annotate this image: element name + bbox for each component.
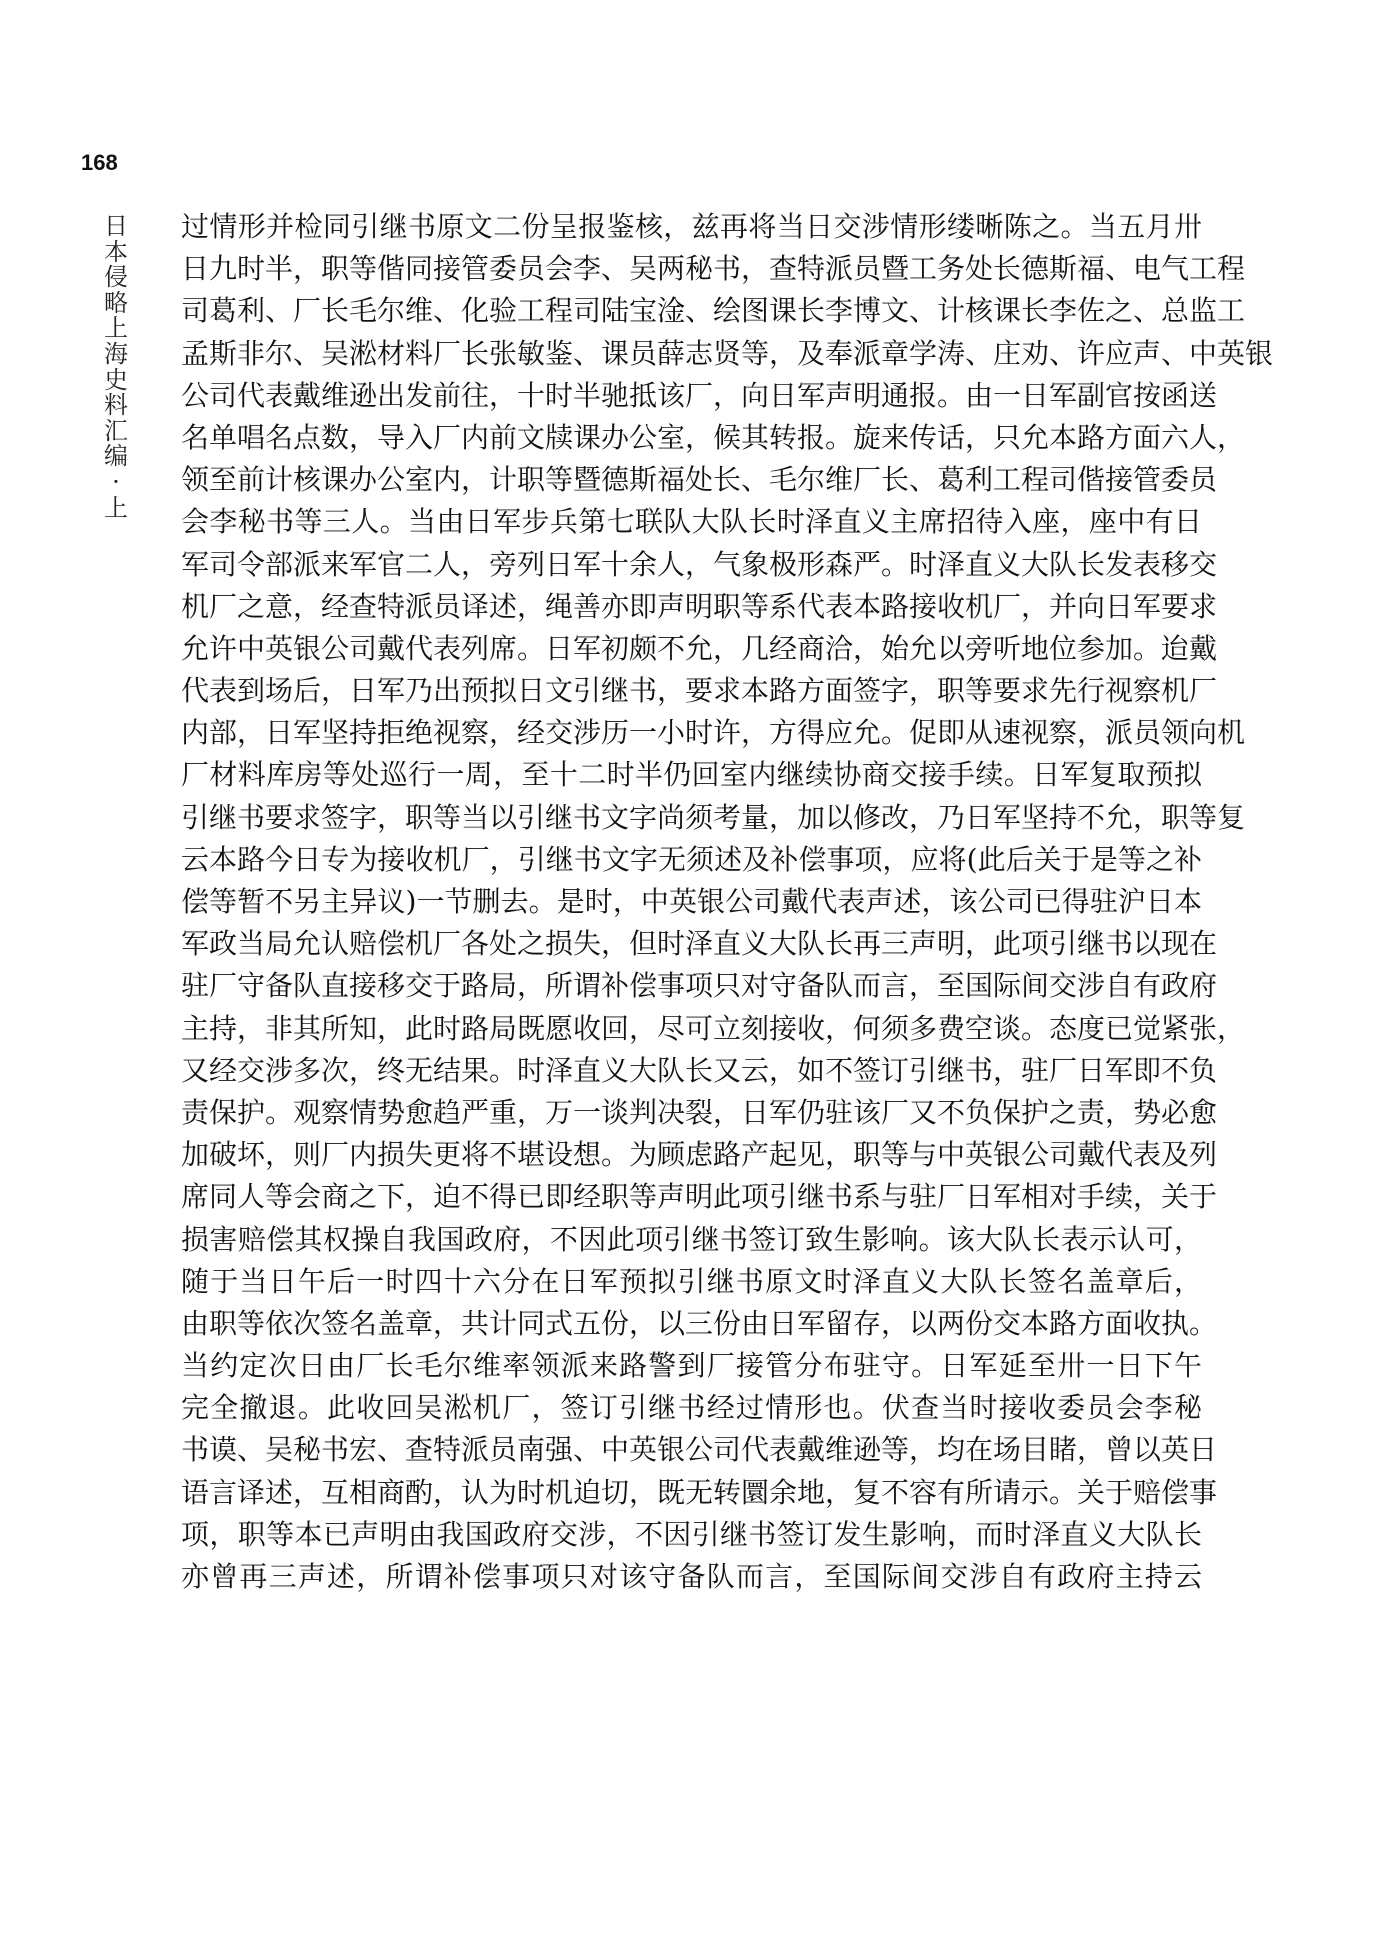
page-number: 168 [81,150,118,175]
body-line: 代表到场后，日军乃出预拟日文引继书，要求本路方面签字，职等要求先行视察机厂 [181,674,1218,708]
body-line: 亦曾再三声述，所谓补偿事项只对该守备队而言，至国际间交涉自有政府主持云 [181,1560,1202,1593]
body-line: 厂材料库房等处巡行一周，至十二时半仍回室内继续协商交接手续。日军复取预拟 [181,758,1202,792]
body-line: 日九时半，职等偕同接管委员会李、吴两秘书，查特派员暨工务处长德斯福、电气工程 [181,252,1246,286]
body-line: 加破坏，则厂内损失更将不堪设想。为顾虑路产起见，职等与中英银公司戴代表及列 [181,1138,1218,1172]
body-line: 名单唱名点数，导入厂内前文牍课办公室，候其转报。旋来传话，只允本路方面六人， [181,420,1246,454]
body-line: 内部，日军坚持拒绝视察，经交涉历一小时许，方得应允。促即从速视察，派员领向机 [181,716,1246,750]
body-line: 军司令部派来军官二人，旁列日军十余人，气象极形森严。时泽直义大队长发表移交 [181,547,1218,581]
body-line: 领至前计核课办公室内，计职等暨德斯福处长、毛尔维厂长、葛利工程司偕接管委员 [181,463,1218,497]
body-line: 孟斯非尔、吴淞材料厂长张敏鉴、课员薛志贤等，及奉派章学涛、庄劝、许应声、中英银 [181,336,1274,370]
body-line: 由职等依次签名盖章，共计同式五份，以三份由日军留存，以两份交本路方面收执。 [181,1306,1218,1340]
body-line: 云本路今日专为接收机厂，引继书文字无须述及补偿事项，应将(此后关于是等之补 [181,842,1202,876]
body-line: 公司代表戴维逊出发前往，十时半驰抵该厂，向日军声明通报。由一日军副官按函送 [181,378,1218,412]
body-line: 偿等暂不另主异议)一节删去。是时，中英银公司戴代表声述，该公司已得驻沪日本 [181,885,1202,918]
body-line: 又经交涉多次，终无结果。时泽直义大队长又云，如不签订引继书，驻厂日军即不负 [181,1053,1218,1087]
body-line: 驻厂守备队直接移交于路局，所谓补偿事项只对守备队而言，至国际间交涉自有政府 [181,969,1218,1003]
body-line: 允许中英银公司戴代表列席。日军初颇不允，几经商洽，始允以旁听地位参加。迨戴 [181,631,1218,665]
body-line: 损害赔偿其权操自我国政府，不因此项引继书签订致生影响。该大队长表示认可， [181,1222,1202,1256]
running-head: 日本侵略上海史料汇编·上 [104,212,128,522]
body-line: 席同人等会商之下，迫不得已即经职等声明此项引继书系与驻厂日军相对手续，关于 [181,1180,1218,1214]
body-line: 主持，非其所知，此时路局既愿收回，尽可立刻接收，何须多费空谈。态度已觉紧张， [181,1011,1246,1045]
body-line: 随于当日午后一时四十六分在日军预拟引继书原文时泽直义大队长签名盖章后， [181,1264,1202,1298]
body-text [181,206,1274,1598]
body-line: 当约定次日由厂长毛尔维率领派来路警到厂接管分布驻守。日军延至卅一日下午 [181,1349,1202,1383]
body-line: 机厂之意，经查特派员译述，绳善亦即声明职等系代表本路接收机厂，并向日军要求 [181,589,1218,623]
body-line: 司葛利、厂长毛尔维、化验工程司陆宝淦、绘图课长李博文、计核课长李佐之、总监工 [181,294,1246,328]
body-line: 书谟、吴秘书宏、查特派员南强、中英银公司代表戴维逊等，均在场目睹，曾以英日 [181,1433,1218,1467]
body-line: 引继书要求签字，职等当以引继书文字尚须考量，加以修改，乃日军坚持不允，职等复 [181,800,1246,834]
body-line: 项，职等本已声明由我国政府交涉，不因引继书签订发生影响，而时泽直义大队长 [181,1517,1202,1551]
body-line: 会李秘书等三人。当由日军步兵第七联队大队长时泽直义主席招待入座，座中有日 [181,505,1202,539]
body-line: 过情形并检同引继书原文二份呈报鉴核，兹再将当日交涉情形缕晰陈之。当五月卅 [181,210,1202,243]
body-line: 军政当局允认赔偿机厂各处之损失，但时泽直义大队长再三声明，此项引继书以现在 [181,927,1218,961]
body-line: 责保护。观察情势愈趋严重，万一谈判决裂，日军仍驻该厂又不负保护之责，势必愈 [181,1095,1218,1129]
body-line: 完全撤退。此收回吴淞机厂，签订引继书经过情形也。伏查当时接收委员会李秘 [181,1391,1202,1425]
body-line: 语言译述，互相商酌，认为时机迫切，既无转圜余地，复不容有所请示。关于赔偿事 [181,1475,1218,1509]
